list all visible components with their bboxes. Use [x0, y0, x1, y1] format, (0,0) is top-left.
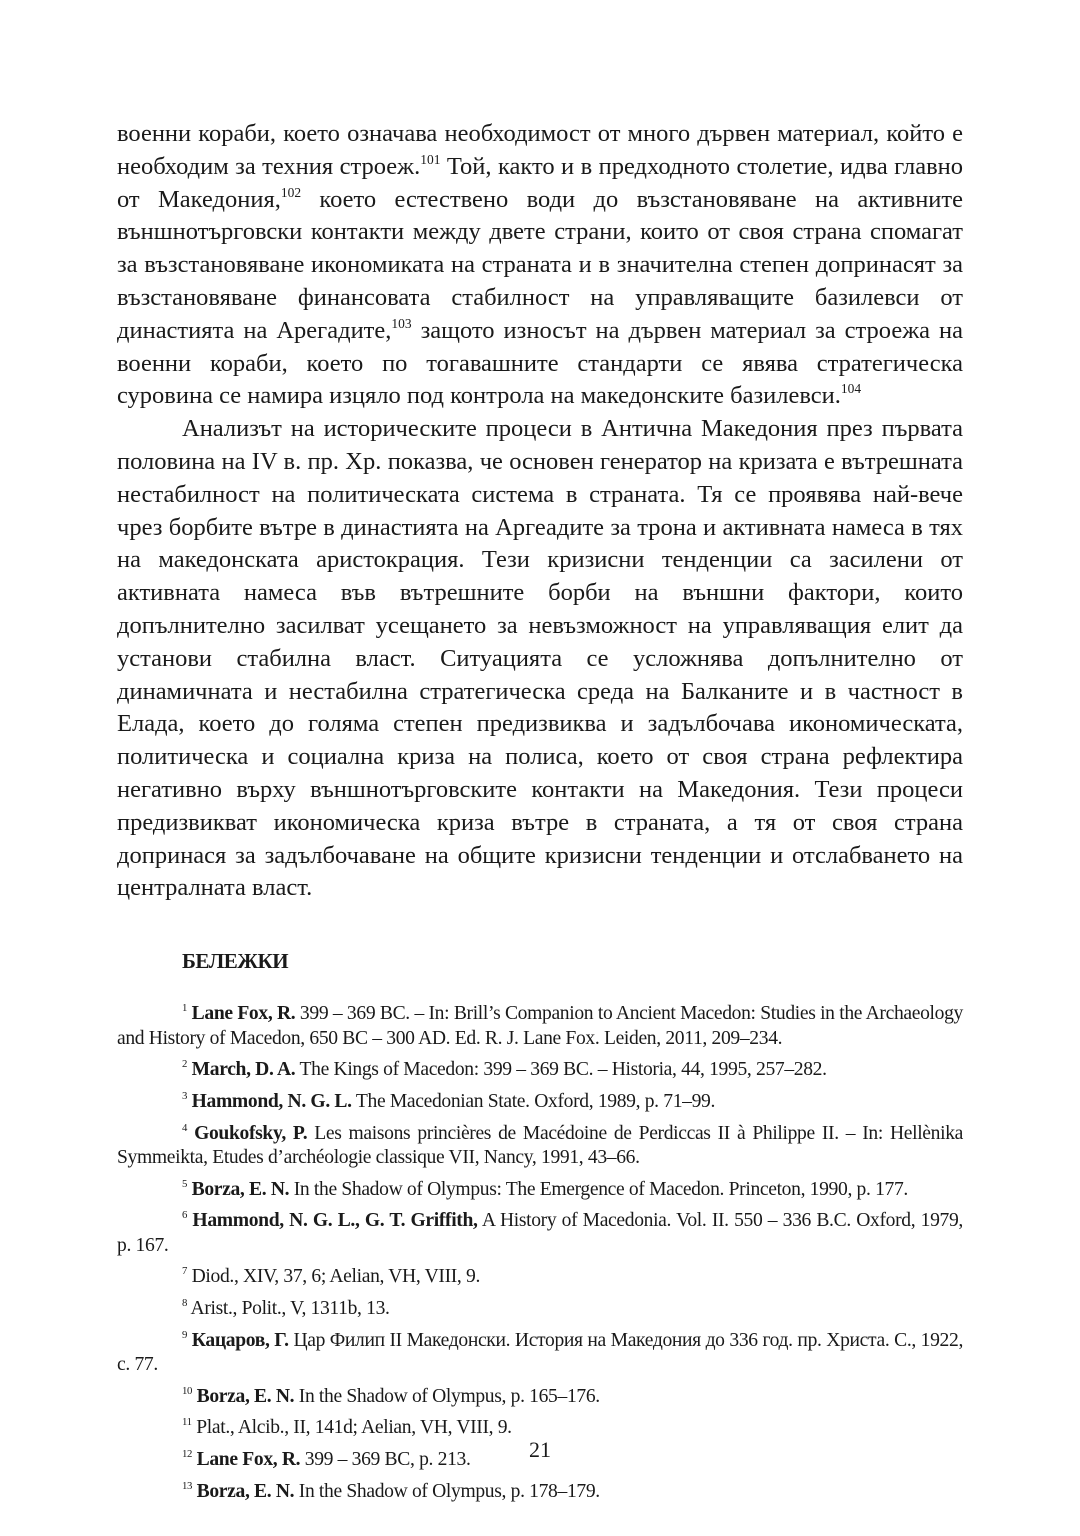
note-item	[117, 1480, 963, 1505]
footnote-ref: 102	[280, 184, 302, 200]
note-text: In the Shadow of Olympus: The Emergence of Macedon. Princeton, 1990, p. 177.	[289, 1178, 908, 1200]
note-text: Diod., XIV, 37, 6; Aelian, VH, VIII, 9.	[191, 1266, 481, 1288]
note-text: Plat., Alcib., II, 141d; Aelian, VH, VIII, 9.	[196, 1417, 512, 1439]
paragraph-text: защото износът на дървен материал за строежа на военни кораби, което по тогавашните стандарти се явява стратегическа суровина се намира изцяло под контрола на македонските базилевси.	[117, 316, 963, 410]
note-text: Arist., Polit., V, 1311b, 13.	[190, 1298, 390, 1320]
note-text: The Macedonian State. Oxford, 1989, p. 71–99.	[351, 1090, 716, 1112]
note-item	[117, 1209, 963, 1258]
note-text: In the Shadow of Olympus, p. 165–176.	[294, 1385, 600, 1407]
note-author: Borza, E. N.	[191, 1178, 290, 1200]
note-number: 3	[182, 1089, 188, 1102]
note-number: 4	[182, 1121, 188, 1134]
note-author: Borza, E. N.	[196, 1480, 295, 1502]
note-number: 8	[182, 1296, 188, 1309]
footnote-ref: 104	[840, 381, 862, 397]
note-number: 11	[182, 1416, 192, 1429]
note-number: 13	[182, 1479, 193, 1492]
note-item	[117, 1329, 963, 1378]
note-item	[117, 1090, 963, 1115]
notes-list	[117, 1002, 963, 1504]
note-author: Hammond, N. G. L., G. T. Griffith,	[192, 1210, 478, 1232]
note-number: 5	[182, 1177, 188, 1190]
paragraph-text: Той, както и в предходното столетие, идва главно от Македония,	[117, 152, 963, 213]
footnote-ref: 101	[420, 151, 441, 167]
note-item	[117, 1122, 963, 1171]
note-number: 12	[182, 1447, 193, 1460]
note-author: March, D. A.	[191, 1059, 296, 1081]
note-text: A History of Macedonia. Vol. II. 550 – 336 B.C. Oxford, 1979, p. 167.	[117, 1210, 963, 1256]
footnote-ref: 103	[391, 315, 412, 331]
note-author: Кацаров, Г.	[191, 1329, 289, 1351]
note-item	[117, 1265, 963, 1290]
note-author: Lane Fox, R.	[191, 1003, 296, 1025]
note-number: 2	[182, 1058, 188, 1071]
page-content	[117, 118, 963, 1511]
note-item	[117, 1058, 963, 1083]
notes-heading: БЕЛЕЖКИ	[182, 949, 289, 974]
note-item	[117, 1385, 963, 1410]
note-number: 6	[182, 1209, 188, 1222]
paragraph-text: военни кораби, което означава необходимост от много дървен материал, който е необходим за техния строеж.	[117, 120, 963, 180]
body-text	[117, 118, 963, 905]
note-author: Goukofsky, P.	[194, 1122, 308, 1144]
paragraph-text: което естествено води до възстановяване на активните външнотърговски контакти между двете страни, които от своя страна спомагат за възстановяване икономиката на страната и в значителна степен допринасят за възстановяване финансовата стабилност на управляващите базилевси от династията на Арегадите,	[117, 185, 964, 344]
note-number: 10	[182, 1384, 193, 1397]
paragraph-continued	[117, 118, 963, 413]
note-number: 1	[182, 1002, 188, 1015]
note-author: Lane Fox, R.	[196, 1449, 301, 1471]
note-text: Les maisons princières de Macédoine de Perdiccas II à Philippe II. – In: Hellènika Symmeikta, Etudes d’archéologie classique VII, Nancy, 1991, 43–66.	[117, 1122, 963, 1169]
note-text: 399 – 369 BC, p. 213.	[300, 1449, 471, 1471]
note-text: 399 – 369 BC. – In: Brill’s Companion to Ancient Macedon: Studies in the Archaeology and History of Macedon, 650 BC – 300 AD. Ed. R. J. Lane Fox. Leiden, 2011, 209–234.	[117, 1003, 963, 1049]
page-number: 21	[529, 1437, 551, 1462]
note-author: Borza, E. N.	[196, 1385, 295, 1407]
note-number: 9	[182, 1328, 188, 1341]
paragraph-analysis: Анализът на историческите процеси в Антична Македония през първата половина на IV в. пр. Хр. показва, че основен генератор на кризата е вътрешната нестабилност на политическата система в страната. Тя се проявява най-вече чрез борбите вътре в династията на Аргеадите за трона и активната намеса в тях на македонската аристокрация. Тези кризисни тенденции са засилени от активната намеса във вътрешните борби на външни фактори, които допълнително засилват усещането за невъзможност на управляващия елит да установи стабилна власт. Ситуацията се усложнява допълнително от динамичната и нестабилна стратегическа среда на Балканите и в частност в Елада, което до голяма степен предизвиква и задълбочава икономическата, политическа и социална криза на полиса, което от своя страна рефлектира негативно върху външнотърговските контакти на Македония. Тези процеси предизвикват икономическа криза вътре в страната, а тя от своя страна допринася за задълбочаване на общите кризисни тенденции и отслабването на централната власт.	[117, 415, 963, 902]
note-text: Цар Филип II Македонски. История на Македония до 336 год. пр. Христа. С., 1922, с. 77.	[117, 1329, 963, 1376]
note-number: 7	[182, 1265, 188, 1278]
note-text: The Kings of Macedon: 399 – 369 BC. – Historia, 44, 1995, 257–282.	[295, 1059, 827, 1081]
note-item	[117, 1178, 963, 1203]
note-text: In the Shadow of Olympus, p. 178–179.	[294, 1480, 600, 1502]
note-item	[117, 1002, 963, 1051]
note-author: Hammond, N. G. L.	[191, 1090, 352, 1112]
note-item	[117, 1297, 963, 1322]
